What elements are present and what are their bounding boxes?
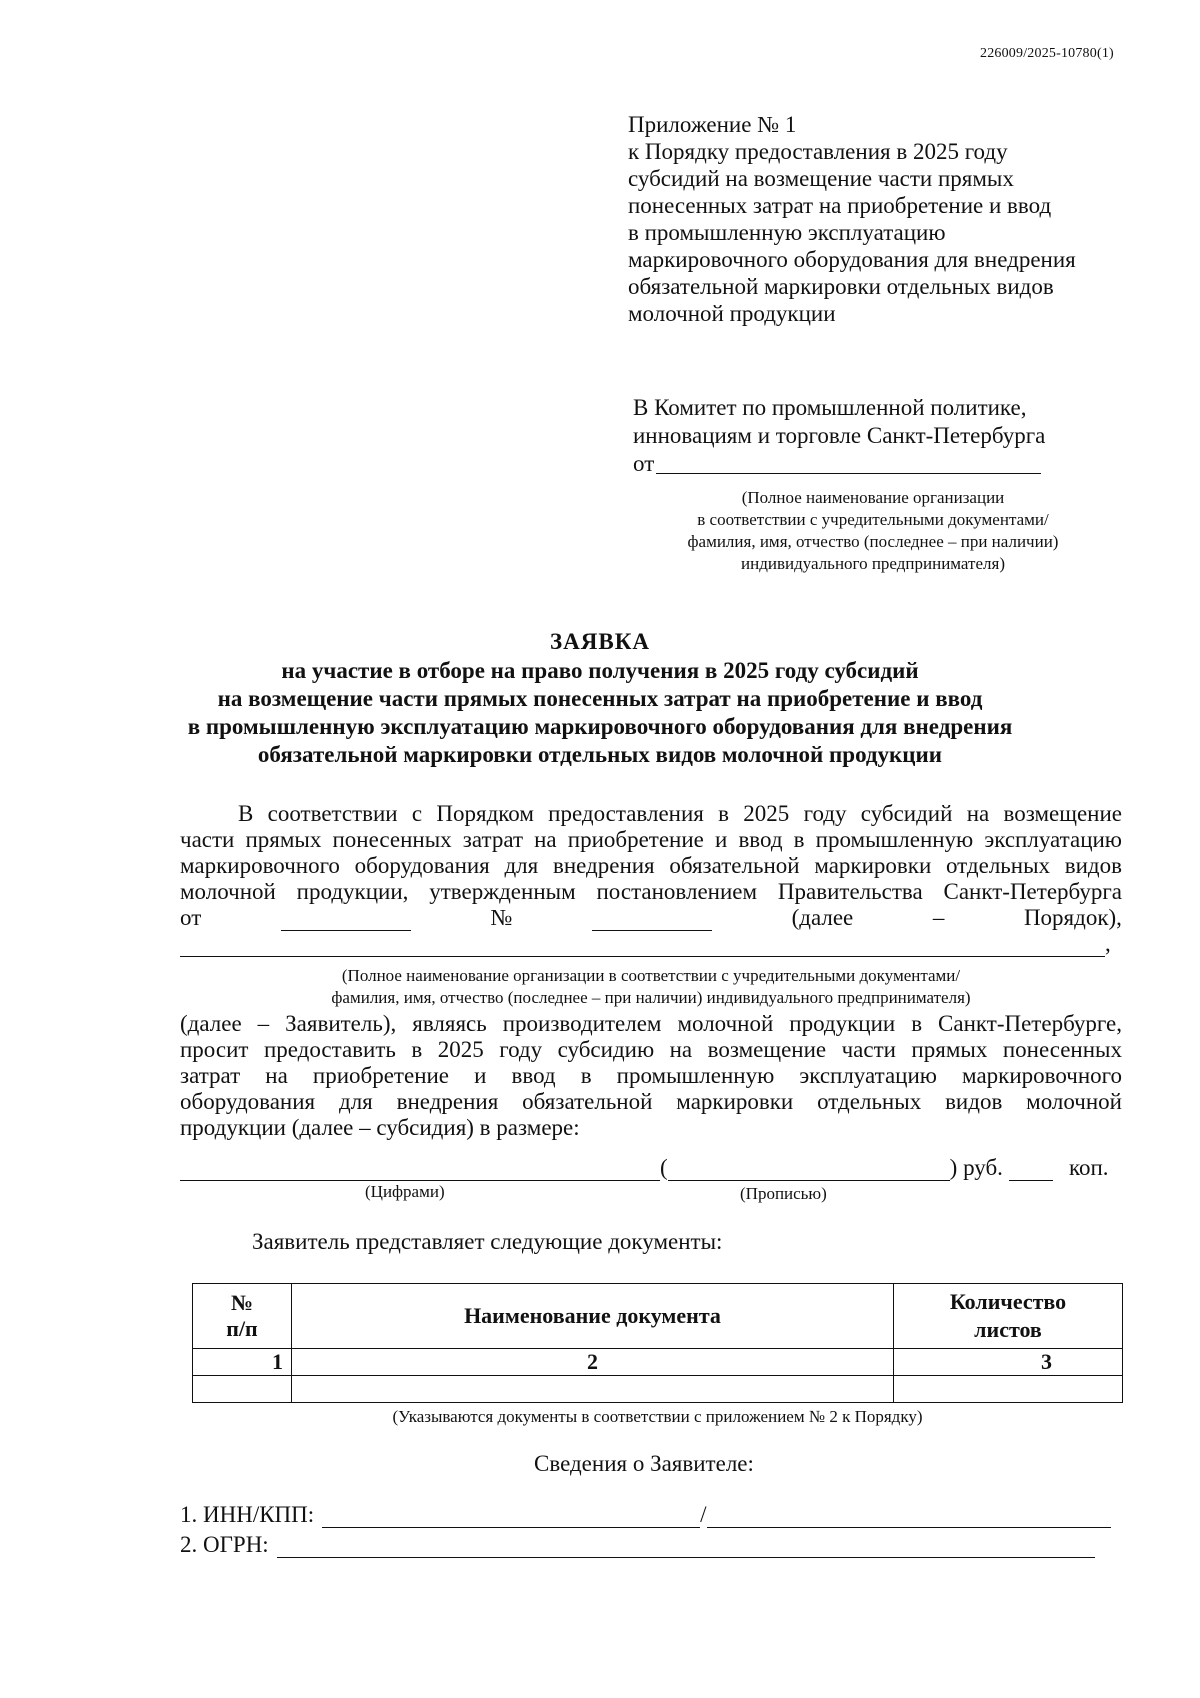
caption-line: в соответствии с учредительными документами/ — [697, 510, 1049, 529]
kopecks-field[interactable] — [1009, 1160, 1053, 1181]
caption-line: фамилия, имя, отчество (последнее – при наличии) индивидуального предпринимателя) — [331, 988, 971, 1007]
appendix-header — [628, 111, 1148, 327]
table-numbering-row — [193, 1349, 1123, 1376]
amount-digits-field[interactable] — [180, 1160, 660, 1181]
table-row — [193, 1376, 1123, 1403]
body-line: части прямых понесенных затрат на приобретение и ввод в промышленную эксплуатацию — [180, 827, 1122, 852]
words-caption: (Прописью) — [740, 1184, 827, 1203]
body-line: В соответствии с Порядком предоставления в 2025 году субсидий на возмещение — [238, 801, 1122, 826]
table-cell[interactable] — [193, 1376, 292, 1403]
table-header-row — [193, 1284, 1123, 1349]
appendix-line: маркировочного оборудования для внедрения — [628, 247, 1076, 272]
sender-name-field[interactable] — [656, 453, 1041, 474]
body-line: просит предоставить в 2025 году субсидию на возмещение части прямых понесенных — [180, 1037, 1122, 1062]
resolution-ref-row — [180, 905, 1122, 931]
applicant-info-header: Сведения о Заявителе: — [534, 1451, 754, 1476]
title-main: ЗАЯВКА — [550, 629, 650, 654]
addressee-line: инновациям и торговле Санкт-Петербурга — [633, 423, 1046, 448]
from-label: от — [180, 905, 202, 930]
title-line: на возмещение части прямых понесенных затрат на приобретение и ввод — [217, 686, 983, 711]
inn-kpp-label: 1. ИНН/КПП: — [180, 1502, 315, 1527]
col-sheets-header — [894, 1284, 1123, 1349]
caption-line: (Полное наименование организации — [741, 488, 1005, 507]
amount-row — [180, 1155, 1122, 1181]
from-label: от — [633, 451, 655, 476]
body-paragraph-1 — [180, 801, 1122, 957]
title-line: обязательной маркировки отдельных видов молочной продукции — [257, 742, 943, 767]
inn-field[interactable] — [322, 1507, 700, 1528]
body-line: оборудования для внедрения обязательной маркировки отдельных видов молочной — [180, 1089, 1122, 1114]
further-label: (далее — [791, 905, 854, 930]
from-row — [633, 450, 1133, 478]
order-label: Порядок), — [1023, 905, 1122, 930]
header-text: листов — [974, 1317, 1042, 1342]
caption-line: (Полное наименование организации в соответствии с учредительными документами/ — [341, 966, 961, 985]
body-line: продукции (далее – субсидия) в размере: — [180, 1115, 580, 1140]
resolution-number-field[interactable] — [592, 910, 712, 931]
numbering-cell: 2 — [292, 1349, 894, 1376]
body-line: затрат на приобретение и ввод в промышленную эксплуатацию маркировочного — [180, 1063, 1122, 1088]
number-sign: № — [490, 905, 513, 930]
body-line: (далее – Заявитель), являясь производителем молочной продукции в Санкт-Петербурге, — [180, 1011, 1122, 1036]
body-line: молочной продукции, утвержденным постановлением Правительства Санкт-Петербурга — [180, 879, 1122, 904]
open-paren: ( — [660, 1155, 668, 1180]
rub-label: ) руб. — [949, 1155, 1003, 1180]
amount-words-field[interactable] — [668, 1160, 950, 1181]
organization-caption — [180, 965, 1122, 1009]
addressee-block — [633, 394, 1133, 478]
ogrn-label: 2. ОГРН: — [180, 1532, 269, 1557]
body-line: маркировочного оборудования для внедрения обязательной маркировки отдельных видов — [180, 853, 1122, 878]
col-number-header — [193, 1284, 292, 1349]
table-cell[interactable] — [292, 1376, 894, 1403]
sender-caption — [633, 487, 1113, 575]
inn-kpp-row — [180, 1502, 1111, 1528]
header-text: № — [230, 1290, 254, 1315]
body-paragraph-2 — [180, 1011, 1122, 1141]
slash: / — [700, 1502, 707, 1527]
header-text: п/п — [226, 1316, 258, 1341]
dash-label: – — [932, 905, 945, 930]
organization-name-field[interactable] — [180, 936, 1105, 957]
table-note: (Указываются документы в соответствии с приложением № 2 к Порядку) — [392, 1407, 923, 1426]
numbering-cell: 3 — [894, 1349, 1123, 1376]
caption-line: фамилия, имя, отчество (последнее – при наличии) — [687, 532, 1059, 551]
appendix-line: к Порядку предоставления в 2025 году — [628, 139, 1008, 164]
appendix-line: обязательной маркировки отдельных видов — [628, 274, 1054, 299]
header-text: Количество — [949, 1289, 1067, 1314]
title-line: на участие в отборе на право получения в 2025 году субсидий — [281, 658, 919, 683]
org-name-row — [180, 931, 1122, 957]
documents-intro: Заявитель представляет следующие документы: — [252, 1229, 723, 1254]
application-title — [150, 627, 1050, 769]
title-line: в промышленную эксплуатацию маркировочного оборудования для внедрения — [187, 714, 1013, 739]
document-registration-number: 226009/2025-10780(1) — [980, 46, 1114, 61]
kop-label: коп. — [1068, 1155, 1109, 1180]
ogrn-field[interactable] — [277, 1537, 1095, 1558]
numbering-cell: 1 — [193, 1349, 292, 1376]
col-name-header: Наименование документа — [292, 1284, 894, 1349]
documents-table — [192, 1283, 1123, 1403]
kpp-field[interactable] — [707, 1507, 1111, 1528]
appendix-line: в промышленную эксплуатацию — [628, 220, 946, 245]
addressee-line: В Комитет по промышленной политике, — [633, 395, 1027, 420]
comma: , — [1105, 931, 1111, 956]
resolution-date-field[interactable] — [281, 910, 411, 931]
appendix-line: Приложение № 1 — [628, 112, 797, 137]
appendix-line: понесенных затрат на приобретение и ввод — [628, 193, 1052, 218]
caption-line: индивидуального предпринимателя) — [741, 554, 1005, 573]
ogrn-row — [180, 1532, 1095, 1558]
appendix-line: субсидий на возмещение части прямых — [628, 166, 1014, 191]
table-cell[interactable] — [894, 1376, 1123, 1403]
appendix-line: молочной продукции — [628, 301, 836, 326]
digits-caption: (Цифрами) — [365, 1182, 445, 1201]
